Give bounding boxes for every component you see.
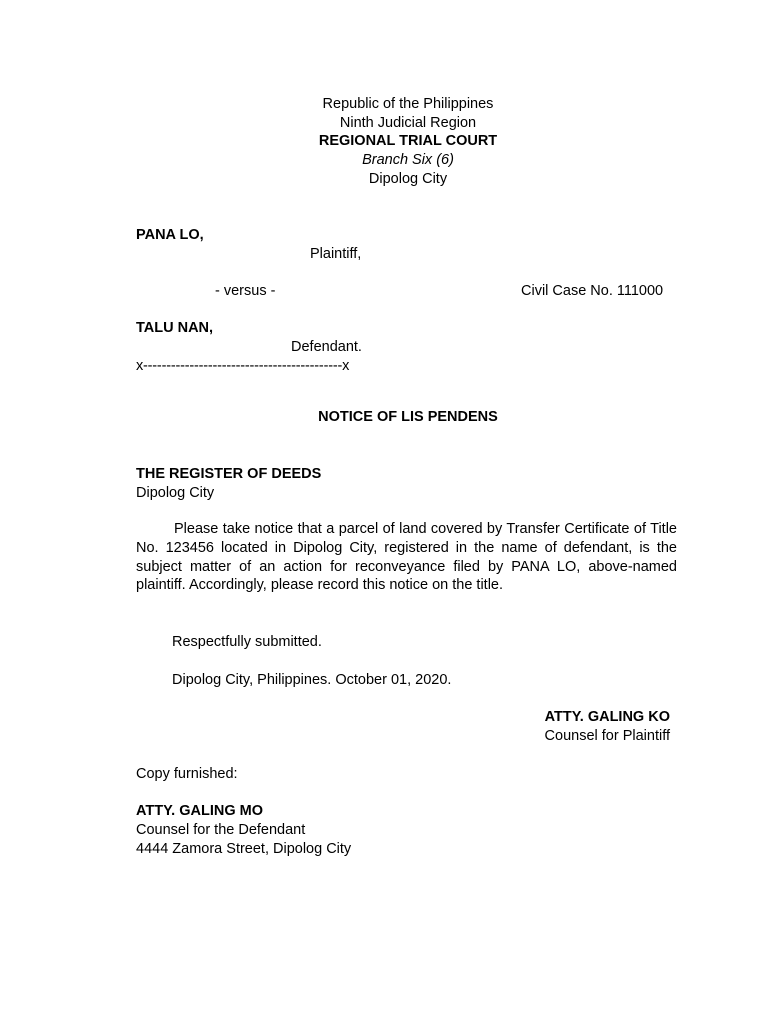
versus-text: - versus - <box>215 283 276 299</box>
caption-separator: x-------------------------------------------x <box>136 358 350 374</box>
copy-recipient-name: ATTY. GALING MO <box>136 803 264 819</box>
copy-recipient-role: Counsel for the Defendant <box>136 822 306 838</box>
defendant-label: Defendant. <box>291 339 362 355</box>
signatory-role: Counsel for Plaintiff <box>544 728 670 744</box>
header-city: Dipolog City <box>368 171 448 187</box>
document-title: NOTICE OF LIS PENDENS <box>318 409 498 425</box>
plaintiff-name: PANA LO, <box>136 227 204 243</box>
plaintiff-label: Plaintiff, <box>310 246 362 262</box>
copy-recipient-address: 4444 Zamora Street, Dipolog City <box>136 841 352 857</box>
header-branch: Branch Six (6) <box>362 152 454 168</box>
closing-line: Respectfully submitted. <box>172 634 322 650</box>
date-line: Dipolog City, Philippines. October 01, 2020. <box>172 672 452 688</box>
header-court: REGIONAL TRIAL COURT <box>318 133 498 149</box>
addressee-city: Dipolog City <box>136 485 215 501</box>
defendant-name: TALU NAN, <box>136 320 214 336</box>
signatory-name: ATTY. GALING KO <box>544 709 670 725</box>
body-paragraph: Please take notice that a parcel of land covered by Transfer Certificate of Title No. 123456 located in Dipolog City, registered in the name of defendant, is the subject matter of an action for reconveyance filed by PANA LO, above-named plaintiff. Accordingly, please record this notice on the title. <box>136 521 677 594</box>
copy-furnished-label: Copy furnished: <box>136 766 238 782</box>
case-number: Civil Case No. 111000 <box>521 283 664 299</box>
header-republic: Republic of the Philippines <box>322 96 494 112</box>
addressee-name: THE REGISTER OF DEEDS <box>136 466 322 482</box>
header-region: Ninth Judicial Region <box>339 115 477 131</box>
